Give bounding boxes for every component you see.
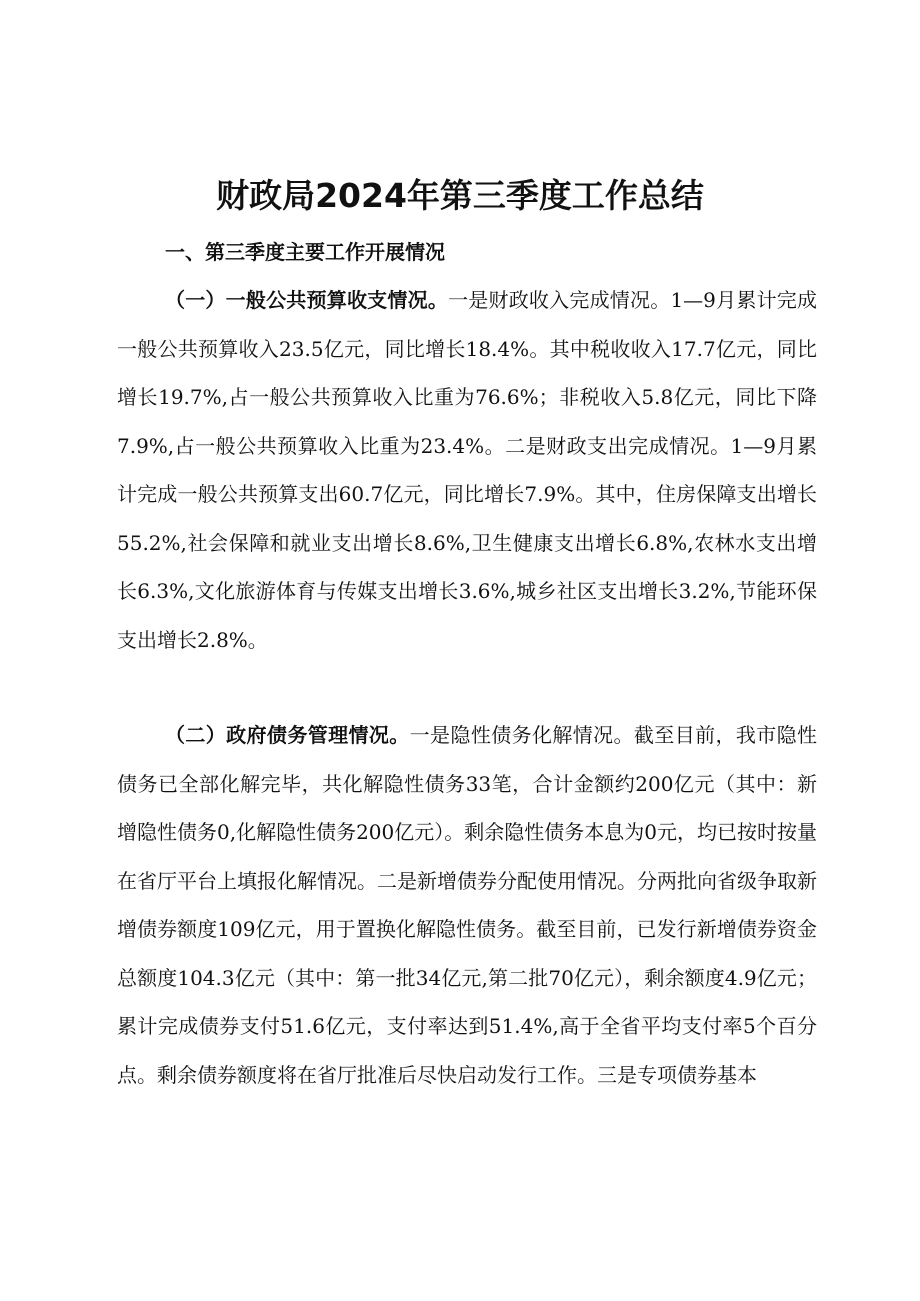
document-title: 财政局2024年第三季度工作总结 xyxy=(216,176,704,215)
section-heading: 一、第三季度主要工作开展情况 xyxy=(165,240,445,264)
paragraph-text: 一是财政收入完成情况。1—9月累计完成一般公共预算收入23.5亿元，同比增长18.4%。其中税收收入17.7亿元，同比增长19.7%,占一般公共预算收入比重为76.6%；非税收入5.8亿元，同比下降7.9%,占一般公共预算收入比重为23.4%。二是财政支出完成情况。1—9月累计完成一般公共预算支出60.7亿元，同比增长7.9%。其中，住房保障支出增长55.2%,社会保障和就业支出增长8.6%,卫生健康支出增长6.8%,农林水支出增长6.3%,文化旅游体育与传媒支出增长3.6%,城乡社区支出增长3.2%,节能环保支出增长2.8%。 xyxy=(117,288,818,652)
paragraph-debt xyxy=(117,711,817,1099)
paragraph-budget xyxy=(117,276,817,664)
paragraph-lead: （二）政府债务管理情况。 xyxy=(165,723,410,747)
paragraph-lead: （一）一般公共预算收支情况。 xyxy=(165,288,449,312)
paragraph-text: 一是隐性债务化解情况。截至目前，我市隐性债务已全部化解完毕，共化解隐性债务33笔，合计金额约200亿元（其中：新增隐性债务0,化解隐性债务200亿元）。剩余隐性债务本息为0元，均已按时按量在省厅平台上填报化解情况。二是新增债券分配使用情况。分两批向省级争取新增债券额度109亿元，用于置换化解隐性债务。截至目前，已发行新增债券资金总额度104.3亿元（其中：第一批34亿元,第二批70亿元），剩余额度4.9亿元；累计完成债券支付51.6亿元，支付率达到51.4%,高于全省平均支付率5个百分点。剩余债券额度将在省厅批准后尽快启动发行工作。三是专项债券基本 xyxy=(117,723,818,1087)
